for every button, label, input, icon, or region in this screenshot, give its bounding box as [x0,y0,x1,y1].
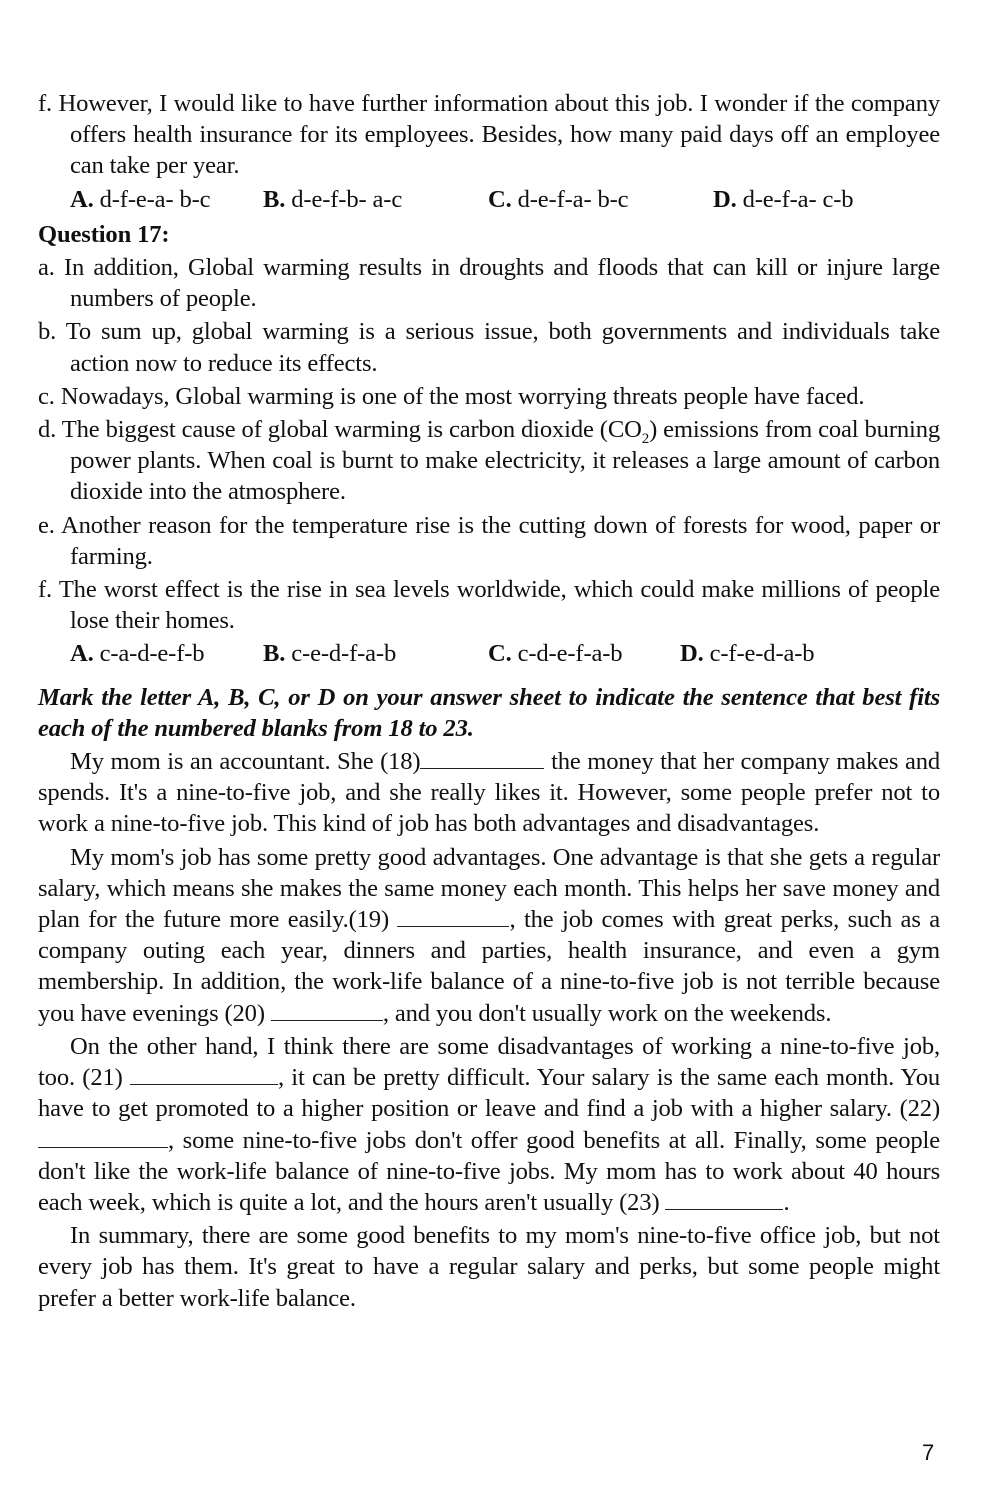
q17-item-a: a. In addition, Global warming results in droughts and floods that can kill or injure large numbers of people. [38,254,941,313]
q17-option-c: C. c-d-e-f-a-b [488,640,623,668]
q16-option-c: C. d-e-f-a- b-c [488,185,629,213]
blank-20 [271,998,383,1021]
q16-option-a: A. d-f-e-a- b-c [70,185,211,213]
q16-item-f [38,88,940,182]
question-17-heading: Question 17: [38,220,170,248]
blank-22 [38,1125,168,1148]
blank-23 [665,1187,783,1210]
q17-option-a: A. c-a-d-e-f-b [70,640,205,668]
q17-item-f: f. The worst effect is the rise in sea levels worldwide, which could make millions of people lose their homes. [38,576,940,635]
q17-item-d: d. The biggest cause of global warming is carbon dioxide $(CO_2)$ emissions from coal burning power plants. When coal is burnt to make electricity, it releases a large amount of carbon dioxide into the atmosphere. [38,416,940,506]
q16-options [38,184,940,215]
q17-item-e: e. Another reason for the temperature rise is the cutting down of forests for wood, paper or farming. [38,511,940,570]
q16-option-d: D. d-e-f-a- c-b [713,185,854,213]
passage-paragraph-4: In summary, there are some good benefits to my mom's nine-to-five office job, but not every job has them. It's great to have a regular salary and perks, but some people might prefer a better work-life balance. [38,1222,940,1312]
q17-options [38,638,940,669]
page-number: 7 [922,1440,935,1465]
q17-option-d: D. c-f-e-d-a-b [680,640,815,668]
document-page [38,88,940,1316]
blank-19 [397,904,509,927]
passage-paragraph-3: On the other hand, I think there are some disadvantages of working a nine-to-five job, too. (21) , it can be pretty difficult. Your salary is the same each month. You have to get promoted to a higher position or leave and find a job with a higher salary. (22) , some nine-to-five jobs don't offer good benefits at all. Finally, some people don't like the work-life balance of nine-to-five jobs. My mom has to work about 40 hours each week, which is quite a lot, and the hours aren't usually (23) . [38,1032,940,1216]
item-label: f. [38,90,53,117]
blank-21 [130,1062,278,1085]
blank-18 [420,746,544,769]
item-text: However, I would like to have further information about this job. I wonder if the company offers health insurance for its employees. Besides, how many paid days off an employee can take per year. [58,90,940,180]
q16-option-b: B. d-e-f-b- a-c [263,185,403,213]
section-instruction: Mark the letter A, B, C, or D on your answer sheet to indicate the sentence that best fits each of the numbered blanks from 18 to 23. [38,683,940,742]
q17-item-c: c. Nowadays, Global warming is one of the most worrying threats people have faced. [38,382,865,410]
q17-item-b: b. To sum up, global warming is a serious issue, both governments and individuals take action now to reduce its effects. [38,318,940,377]
q17-option-b: B. c-e-d-f-a-b [263,640,397,668]
passage-paragraph-2: My mom's job has some pretty good advantages. One advantage is that she gets a regular salary, which means she makes the same money each month. This helps her save money and plan for the future more easily.(19) , the job comes with great perks, such as a company outing each year, dinners and parties, health insurance, and even a gym membership. In addition, the work-life balance of a nine-to-five job is not terrible because you have evenings (20) , and you don't usually work on the weekends. [38,843,940,1027]
passage-paragraph-1: My mom is an accountant. She (18) the money that her company makes and spends. It's a nine-to-five job, and she really likes it. However, some people prefer not to work a nine-to-five job. This kind of job has both advantages and disadvantages. [38,748,940,838]
